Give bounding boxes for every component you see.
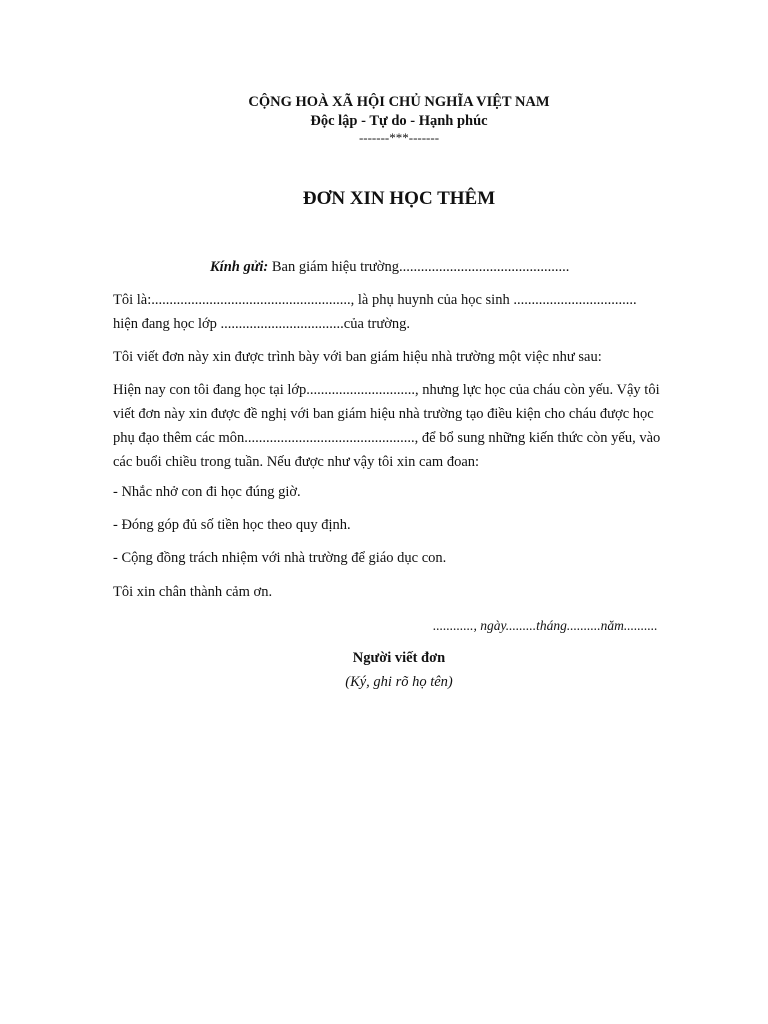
body-line: viết đơn này xin được đề nghị với ban giám hiệu nhà trường tạo điều kiện cho cháu được học xyxy=(113,406,654,422)
national-header: CỘNG HOÀ XÃ HỘI CHỦ NGHĨA VIỆT NAM xyxy=(248,94,550,110)
greeting-text: Ban giám hiệu trường............................................... xyxy=(268,259,570,275)
body-line: các buổi chiều trong tuần. Nếu được như vậy tôi xin cam đoan: xyxy=(113,454,480,470)
greeting-label: Kính gửi: xyxy=(210,259,269,275)
signature-note: (Ký, ghi rõ họ tên) xyxy=(345,674,453,690)
header-divider: -------***------- xyxy=(358,130,440,145)
commitment-item: - Nhắc nhở con đi học đúng giờ. xyxy=(113,484,301,500)
commitment-item: - Đóng góp đủ số tiền học theo quy định. xyxy=(113,517,351,533)
body-line: Hiện nay con tôi đang học tại lớp.............................., nhưng lực học của cháu còn yếu. Vậy tôi xyxy=(113,382,660,398)
date-line: ............, ngày.........tháng..........năm.......... xyxy=(433,618,658,633)
purpose-statement: Tôi viết đơn này xin được trình bày với ban giám hiệu nhà trường một việc như sau: xyxy=(113,349,602,365)
thanks-line: Tôi xin chân thành cảm ơn. xyxy=(113,584,273,600)
commitment-item: - Cộng đồng trách nhiệm với nhà trường để giáo dục con. xyxy=(113,550,447,566)
body-paragraph xyxy=(113,378,688,474)
intro-line-1: Tôi là:......................................................., là phụ huynh của học sinh .................................. xyxy=(113,292,637,308)
body-line: phụ đạo thêm các môn..............................................., để bổ sung những kiến thức còn yếu, vào xyxy=(113,430,661,446)
document-title: ĐƠN XIN HỌC THÊM xyxy=(302,188,496,209)
signature-title: Người viết đơn xyxy=(352,650,446,666)
greeting-line xyxy=(210,259,569,276)
national-motto: Độc lập - Tự do - Hạnh phúc xyxy=(310,113,488,129)
intro-line-2: hiện đang học lớp ..................................của trường. xyxy=(113,316,411,332)
